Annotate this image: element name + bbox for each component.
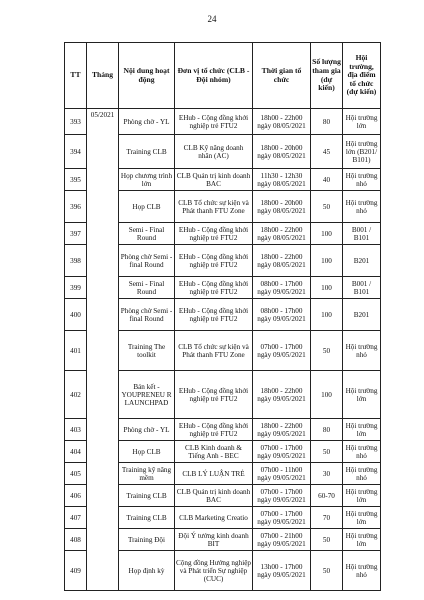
cell-noi-dung: Training CLB bbox=[119, 485, 175, 507]
cell-dia-diem: B001 / B101 bbox=[343, 277, 381, 299]
cell-don-vi: EHub - Cộng đồng khởi nghiệp trẻ FTU2 bbox=[175, 245, 253, 277]
cell-so-luong: 100 bbox=[311, 223, 343, 245]
cell-dia-diem: Hội trường lớn bbox=[343, 485, 381, 507]
cell-dia-diem: Hội trường lớn bbox=[343, 371, 381, 419]
cell-noi-dung: Training CLB bbox=[119, 507, 175, 529]
cell-dia-diem: Hội trường lớn bbox=[343, 109, 381, 135]
header-dia-diem: Hội trường, địa điểm tổ chức (dự kiến) bbox=[343, 43, 381, 109]
header-tt: TT bbox=[65, 43, 87, 109]
cell-tt: 399 bbox=[65, 277, 87, 299]
cell-month: 05/2021 bbox=[87, 109, 119, 591]
cell-tt: 406 bbox=[65, 485, 87, 507]
cell-so-luong: 50 bbox=[311, 331, 343, 371]
cell-tt: 400 bbox=[65, 299, 87, 331]
header-row bbox=[65, 43, 381, 109]
cell-thoi-gian: 07h00 - 17h00 ngày 09/05/2021 bbox=[253, 331, 311, 371]
cell-noi-dung: Training CLB bbox=[119, 135, 175, 169]
cell-thoi-gian: 07h00 - 17h00 ngày 09/05/2021 bbox=[253, 507, 311, 529]
cell-dia-diem: B201 bbox=[343, 245, 381, 277]
cell-thoi-gian: 08h00 - 17h00 ngày 09/05/2021 bbox=[253, 277, 311, 299]
cell-tt: 395 bbox=[65, 169, 87, 191]
cell-tt: 398 bbox=[65, 245, 87, 277]
cell-noi-dung: Bán kết - YOUPRENEU R LAUNCHPAD bbox=[119, 371, 175, 419]
cell-dia-diem: Hội trường lớn (B201/ B101) bbox=[343, 135, 381, 169]
cell-don-vi: Đội Ý tưởng kinh doanh BIT bbox=[175, 529, 253, 551]
cell-noi-dung: Phòng chờ Semi - final Round bbox=[119, 245, 175, 277]
cell-don-vi: CLB Tổ chức sự kiện và Phát thanh FTU Zone bbox=[175, 331, 253, 371]
cell-tt: 401 bbox=[65, 331, 87, 371]
cell-tt: 409 bbox=[65, 551, 87, 591]
cell-don-vi: CLB Quản trị kinh doanh BAC bbox=[175, 169, 253, 191]
cell-don-vi: EHub - Cộng đồng khởi nghiệp trẻ FTU2 bbox=[175, 223, 253, 245]
cell-thoi-gian: 07h00 - 17h00 ngày 09/05/2021 bbox=[253, 441, 311, 463]
cell-thoi-gian: 18h00 - 20h00 ngày 08/05/2021 bbox=[253, 135, 311, 169]
cell-noi-dung: Phòng chờ - YL bbox=[119, 109, 175, 135]
header-noi-dung: Nội dung hoạt động bbox=[119, 43, 175, 109]
cell-so-luong: 30 bbox=[311, 463, 343, 485]
cell-thoi-gian: 13h00 - 17h00 ngày 09/05/2021 bbox=[253, 551, 311, 591]
cell-dia-diem: B201 bbox=[343, 299, 381, 331]
cell-dia-diem: Hội trường nhỏ bbox=[343, 463, 381, 485]
cell-thoi-gian: 18h00 - 22h00 ngày 09/05/2021 bbox=[253, 371, 311, 419]
cell-so-luong: 45 bbox=[311, 135, 343, 169]
cell-so-luong: 100 bbox=[311, 245, 343, 277]
cell-dia-diem: Hội trường nhỏ bbox=[343, 441, 381, 463]
cell-thoi-gian: 18h00 - 22h00 ngày 08/05/2021 bbox=[253, 223, 311, 245]
cell-tt: 405 bbox=[65, 463, 87, 485]
cell-noi-dung: Họp chương trình lớn bbox=[119, 169, 175, 191]
table-body bbox=[65, 109, 381, 591]
cell-dia-diem: Hội trường nhỏ bbox=[343, 191, 381, 223]
cell-tt: 394 bbox=[65, 135, 87, 169]
cell-don-vi: CLB Tổ chức sự kiện và Phát thanh FTU Zone bbox=[175, 191, 253, 223]
cell-don-vi: EHub - Cộng đồng khởi nghiệp trẻ FTU2 bbox=[175, 419, 253, 441]
cell-dia-diem: Hội trường nhỏ bbox=[343, 331, 381, 371]
page-number: 24 bbox=[207, 14, 217, 24]
header-thoi-gian: Thời gian tổ chức bbox=[253, 43, 311, 109]
cell-so-luong: 50 bbox=[311, 529, 343, 551]
cell-tt: 402 bbox=[65, 371, 87, 419]
schedule-table bbox=[64, 42, 381, 591]
cell-thoi-gian: 18h00 - 20h00 ngày 08/05/2021 bbox=[253, 191, 311, 223]
cell-so-luong: 100 bbox=[311, 277, 343, 299]
cell-so-luong: 50 bbox=[311, 441, 343, 463]
cell-so-luong: 50 bbox=[311, 191, 343, 223]
cell-tt: 408 bbox=[65, 529, 87, 551]
cell-tt: 404 bbox=[65, 441, 87, 463]
cell-don-vi: EHub - Cộng đồng khởi nghiệp trẻ FTU2 bbox=[175, 371, 253, 419]
cell-noi-dung: Semi - Final Round bbox=[119, 277, 175, 299]
cell-don-vi: CLB Kỹ năng doanh nhân (AC) bbox=[175, 135, 253, 169]
cell-so-luong: 80 bbox=[311, 419, 343, 441]
cell-noi-dung: Phòng chờ Semi - final Round bbox=[119, 299, 175, 331]
cell-tt: 396 bbox=[65, 191, 87, 223]
cell-dia-diem: Hội trường lớn bbox=[343, 419, 381, 441]
cell-so-luong: 100 bbox=[311, 371, 343, 419]
cell-so-luong: 70 bbox=[311, 507, 343, 529]
cell-tt: 393 bbox=[65, 109, 87, 135]
cell-thoi-gian: 07h00 - 11h00 ngày 09/05/2021 bbox=[253, 463, 311, 485]
cell-thoi-gian: 18h00 - 22h00 ngày 09/05/2021 bbox=[253, 419, 311, 441]
cell-thoi-gian: 08h00 - 17h00 ngày 09/05/2021 bbox=[253, 299, 311, 331]
cell-tt: 403 bbox=[65, 419, 87, 441]
cell-don-vi: Cộng đồng Hướng nghiệp và Phát triển Sự nghiệp (CUC) bbox=[175, 551, 253, 591]
cell-tt: 407 bbox=[65, 507, 87, 529]
header-thang: Tháng bbox=[87, 43, 119, 109]
cell-so-luong: 80 bbox=[311, 109, 343, 135]
cell-don-vi: EHub - Cộng đồng khởi nghiệp trẻ FTU2 bbox=[175, 109, 253, 135]
cell-noi-dung: Training The toolkit bbox=[119, 331, 175, 371]
cell-so-luong: 60-70 bbox=[311, 485, 343, 507]
cell-dia-diem: Hội trường lớn bbox=[343, 507, 381, 529]
cell-so-luong: 100 bbox=[311, 299, 343, 331]
cell-thoi-gian: 07h00 - 17h00 ngày 09/05/2021 bbox=[253, 485, 311, 507]
cell-thoi-gian: 07h00 - 21h00 ngày 09/05/2021 bbox=[253, 529, 311, 551]
table-row bbox=[65, 109, 381, 135]
cell-don-vi: CLB Marketing Creatio bbox=[175, 507, 253, 529]
cell-dia-diem: Hội trường lớn bbox=[343, 529, 381, 551]
cell-noi-dung: Họp CLB bbox=[119, 441, 175, 463]
cell-thoi-gian: 11h30 - 12h30 ngày 08/05/2021 bbox=[253, 169, 311, 191]
cell-don-vi: CLB Quản trị kinh doanh BAC bbox=[175, 485, 253, 507]
cell-dia-diem: B001 / B101 bbox=[343, 223, 381, 245]
cell-dia-diem: Hội trường nhỏ bbox=[343, 551, 381, 591]
cell-noi-dung: Phòng chờ - YL bbox=[119, 419, 175, 441]
cell-don-vi: CLB Kinh doanh & Tiếng Anh - BEC bbox=[175, 441, 253, 463]
header-so-luong: Số lượng tham gia (dự kiến) bbox=[311, 43, 343, 109]
cell-don-vi: EHub - Cộng đồng khởi nghiệp trẻ FTU2 bbox=[175, 299, 253, 331]
cell-don-vi: EHub - Cộng đồng khởi nghiệp trẻ FTU2 bbox=[175, 277, 253, 299]
cell-so-luong: 40 bbox=[311, 169, 343, 191]
header-don-vi: Đơn vị tổ chức (CLB - Đội nhóm) bbox=[175, 43, 253, 109]
cell-so-luong: 50 bbox=[311, 551, 343, 591]
cell-noi-dung: Họp CLB bbox=[119, 191, 175, 223]
cell-thoi-gian: 18h00 - 22h00 ngày 08/05/2021 bbox=[253, 109, 311, 135]
cell-don-vi: CLB LÝ LUẬN TRẺ bbox=[175, 463, 253, 485]
cell-noi-dung: Semi - Final Round bbox=[119, 223, 175, 245]
cell-noi-dung: Họp định kỳ bbox=[119, 551, 175, 591]
cell-dia-diem: Hội trường nhỏ bbox=[343, 169, 381, 191]
cell-noi-dung: Training Đội bbox=[119, 529, 175, 551]
cell-tt: 397 bbox=[65, 223, 87, 245]
cell-thoi-gian: 18h00 - 22h00 ngày 08/05/2021 bbox=[253, 245, 311, 277]
cell-noi-dung: Training kỹ năng mềm bbox=[119, 463, 175, 485]
